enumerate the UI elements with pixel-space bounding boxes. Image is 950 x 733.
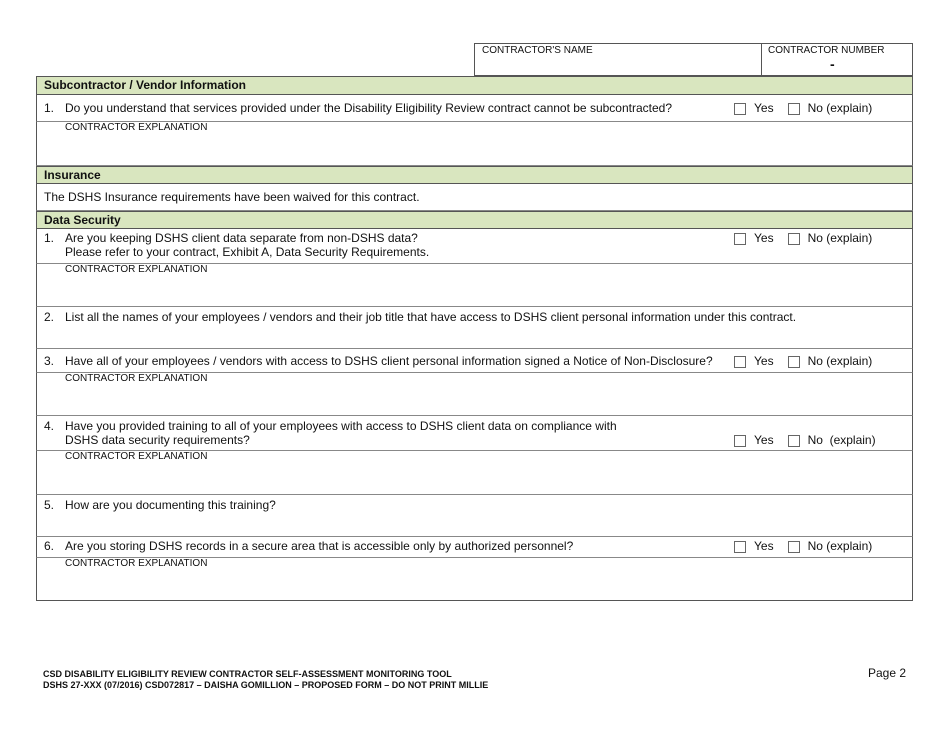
data-security-q3-row (36, 349, 913, 373)
question-text-line2: Please refer to your contract, Exhibit A, Data Security Requirements. (65, 245, 430, 259)
contractor-name-label: CONTRACTOR'S NAME (482, 45, 593, 56)
explanation-box[interactable] (36, 373, 913, 416)
page-number: Page 2 (868, 666, 907, 680)
yes-checkbox[interactable] (734, 541, 746, 553)
question-number: 1. (44, 101, 55, 115)
data-security-q6-row (36, 537, 913, 558)
yes-checkbox[interactable] (734, 233, 746, 245)
data-security-q5-row[interactable] (36, 495, 913, 537)
explanation-label: CONTRACTOR EXPLANATION (65, 373, 208, 384)
no-label: No (explain) (807, 433, 876, 447)
footer-form-title: CSD DISABILITY ELIGIBILITY REVIEW CONTRACTOR SELF-ASSESSMENT MONITORING TOOL (43, 669, 452, 679)
yes-no-options (734, 231, 872, 246)
no-checkbox[interactable] (788, 356, 800, 368)
question-text: Have all of your employees / vendors with access to DSHS client personal information signed a Notice of Non-Disclosure? (65, 354, 713, 368)
explanation-label: CONTRACTOR EXPLANATION (65, 122, 208, 133)
section-data-security: Data Security (36, 211, 913, 229)
section-subcontractor: Subcontractor / Vendor Information (36, 76, 913, 95)
yes-no-options (734, 101, 872, 116)
no-checkbox[interactable] (788, 233, 800, 245)
contractor-name-box[interactable] (474, 43, 762, 76)
question-number: 1. (44, 231, 55, 245)
no-checkbox[interactable] (788, 541, 800, 553)
no-label: No (explain) (807, 231, 873, 245)
question-text-line1: Have you provided training to all of your employees with access to DSHS client data on compliance with (65, 419, 617, 433)
insurance-row (36, 184, 913, 211)
data-security-q2-row[interactable] (36, 307, 913, 349)
explanation-label: CONTRACTOR EXPLANATION (65, 558, 208, 569)
yes-no-options (734, 354, 872, 369)
no-label: No (explain) (807, 101, 873, 115)
question-number: 5. (44, 498, 55, 512)
yes-no-options (734, 539, 872, 554)
question-number: 2. (44, 310, 55, 324)
footer-form-id: DSHS 27-XXX (07/2016) CSD072817 – DAISHA GOMILLION – PROPOSED FORM – DO NOT PRINT MILLIE (43, 680, 489, 690)
question-text: Do you understand that services provided under the Disability Eligibility Review contract cannot be subcontracted? (65, 101, 672, 115)
no-label: No (explain) (807, 354, 873, 368)
contractor-number-value: - (830, 56, 835, 72)
yes-no-options (734, 433, 876, 448)
yes-label: Yes (754, 433, 774, 447)
explanation-box[interactable] (36, 451, 913, 495)
no-label: No (explain) (807, 539, 873, 553)
yes-checkbox[interactable] (734, 435, 746, 447)
explanation-box[interactable] (36, 558, 913, 601)
question-text-line2: DSHS data security requirements? (65, 433, 250, 447)
question-text: How are you documenting this training? (65, 498, 276, 512)
question-text-line1: Are you keeping DSHS client data separate from non-DSHS data? (65, 231, 418, 245)
explanation-label: CONTRACTOR EXPLANATION (65, 264, 208, 275)
no-checkbox[interactable] (788, 103, 800, 115)
yes-label: Yes (754, 101, 774, 115)
data-security-q4-row (36, 416, 913, 451)
yes-label: Yes (754, 231, 774, 245)
subcontractor-q1-row (36, 95, 913, 122)
yes-label: Yes (754, 539, 774, 553)
question-number: 3. (44, 354, 55, 368)
yes-checkbox[interactable] (734, 103, 746, 115)
section-insurance: Insurance (36, 166, 913, 184)
question-text: Are you storing DSHS records in a secure area that is accessible only by authorized personnel? (65, 539, 574, 553)
explanation-box[interactable] (36, 122, 913, 166)
explanation-box[interactable] (36, 264, 913, 307)
question-number: 4. (44, 419, 55, 433)
data-security-q1-row (36, 229, 913, 264)
yes-label: Yes (754, 354, 774, 368)
contractor-number-box[interactable] (761, 43, 913, 76)
question-text: List all the names of your employees / vendors and their job title that have access to DSHS client personal information under this contract. (65, 310, 797, 324)
explanation-label: CONTRACTOR EXPLANATION (65, 451, 208, 462)
insurance-text: The DSHS Insurance requirements have been waived for this contract. (44, 190, 420, 204)
question-number: 6. (44, 539, 55, 553)
no-checkbox[interactable] (788, 435, 800, 447)
contractor-number-label: CONTRACTOR NUMBER (768, 45, 885, 56)
yes-checkbox[interactable] (734, 356, 746, 368)
